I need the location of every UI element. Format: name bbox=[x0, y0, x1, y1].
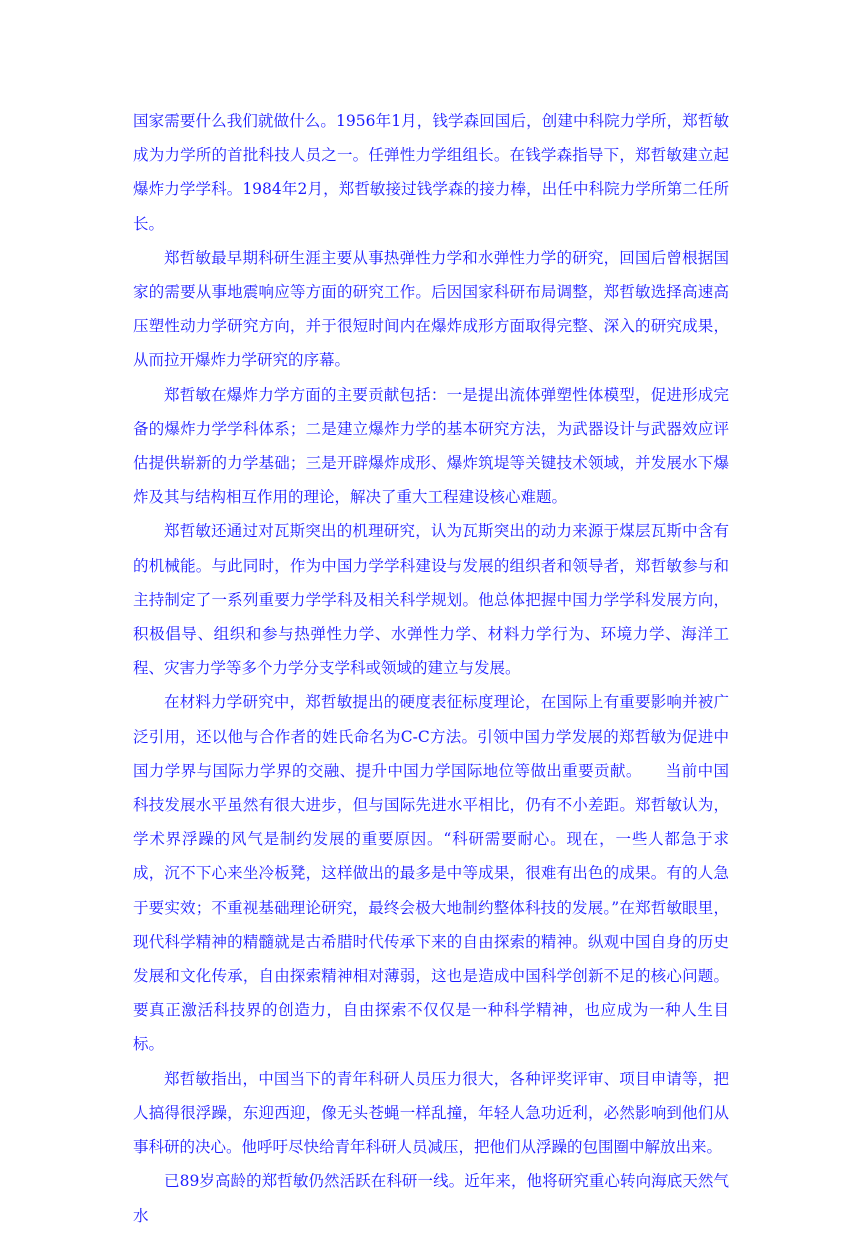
paragraph-6: 郑哲敏指出，中国当下的青年科研人员压力很大，各种评奖评审、项目申请等，把人搞得很浮躁，东迎西迎，像无头苍蝇一样乱撞，年轻人急功近利，必然影响到他们从事科研的决心。他呼吁尽快给青年科研人员减压，把他们从浮躁的包围圈中解放出来。 bbox=[133, 1069, 729, 1157]
paragraph-3: 郑哲敏在爆炸力学方面的主要贡献包括：一是提出流体弹塑性体模型，促进形成完备的爆炸力学学科体系；二是建立爆炸力学的基本研究方法，为武器设计与武器效应评估提供崭新的力学基础；三是开辟爆炸成形、爆炸筑堤等关键技术领域，并发展水下爆炸及其与结构相互作用的理论，解决了重大工程建设核心难题。 bbox=[133, 385, 729, 507]
article-body bbox=[133, 104, 729, 1233]
paragraph-4: 郑哲敏还通过对瓦斯突出的机理研究，认为瓦斯突出的动力来源于煤层瓦斯中含有的机械能。与此同时，作为中国力学学科建设与发展的组织者和领导者，郑哲敏参与和主持制定了一系列重要力学学科及相关科学规划。他总体把握中国力学学科发展方向，积极倡导、组织和参与热弹性力学、水弹性力学、材料力学行为、环境力学、海洋工程、灾害力学等多个力学分支学科或领域的建立与发展。 bbox=[133, 522, 729, 678]
paragraph-1: 国家需要什么我们就做什么。1956年1月，钱学森回国后，创建中科院力学所，郑哲敏成为力学所的首批科技人员之一。任弹性力学组组长。在钱学森指导下，郑哲敏建立起爆炸力学学科。1984年2月，郑哲敏接过钱学森的接力棒，出任中科院力学所第二任所长。 bbox=[133, 112, 729, 233]
paragraph-5: 在材料力学研究中，郑哲敏提出的硬度表征标度理论，在国际上有重要影响并被广泛引用，还以他与合作者的姓氏命名为C-C方法。引领中国力学发展的郑哲敏为促进中国力学界与国际力学界的交融、提升中国力学国际地位等做出重要贡献。 当前中国科技发展水平虽然有很大进步，但与国际先进水平相比，仍有不小差距。郑哲敏认为，学术界浮躁的风气是制约发展的重要原因。“科研需要耐心。现在，一些人都急于求成，沉不下心来坐冷板凳，这样做出的最多是中等成果，很难有出色的成果。有的人急于要实效；不重视基础理论研究，最终会极大地制约整体科技的发展。”在郑哲敏眼里，现代科学精神的精髓就是古希腊时代传承下来的自由探索的精神。纵观中国自身的历史发展和文化传承，自由探索精神相对薄弱，这也是造成中国科学创新不足的核心问题。要真正激活科技界的创造力，自由探索不仅仅是一种科学精神，也应成为一种人生目标。 bbox=[133, 693, 729, 1054]
paragraph-7: 已89岁高龄的郑哲敏仍然活跃在科研一线。近年来，他将研究重心转向海底天然气水 bbox=[133, 1172, 729, 1225]
paragraph-2: 郑哲敏最早期科研生涯主要从事热弹性力学和水弹性力学的研究，回国后曾根据国家的需要从事地震响应等方面的研究工作。后因国家科研布局调整，郑哲敏选择高速高压塑性动力学研究方向，并于很短时间内在爆炸成形方面取得完整、深入的研究成果，从而拉开爆炸力学研究的序幕。 bbox=[133, 248, 729, 370]
